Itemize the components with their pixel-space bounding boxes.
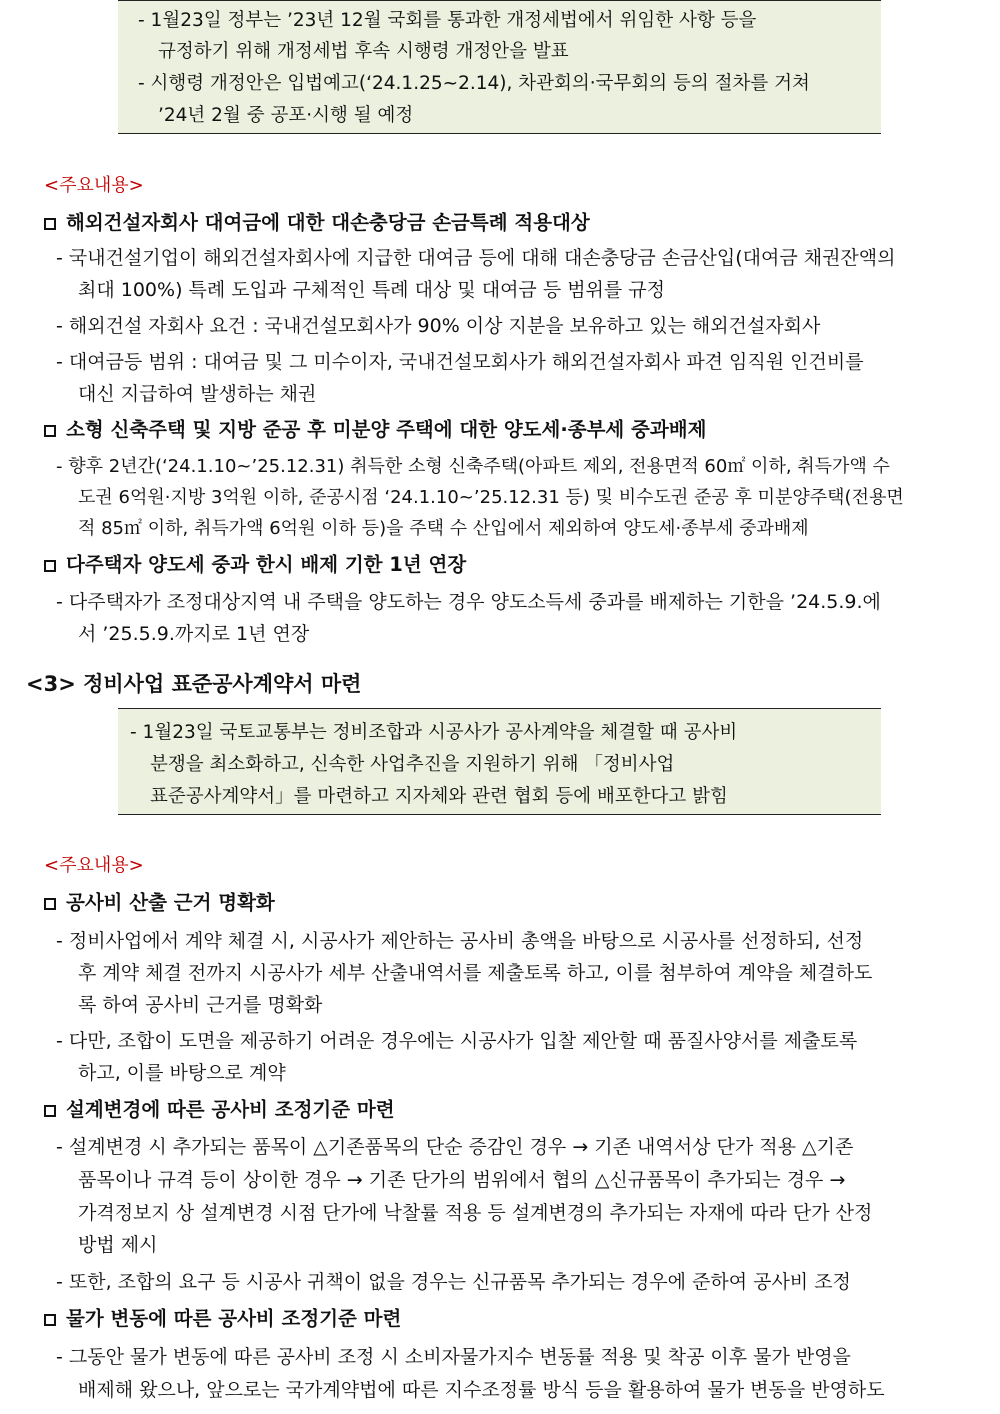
body-line: - 다주택자가 조정대상지역 내 주택을 양도하는 경우 양도소득세 중과를 배제하는 기한을 ’24.5.9.에: [56, 591, 881, 613]
summary-line: 분쟁을 최소화하고, 신속한 사업추진을 지원하기 위해 「정비사업: [150, 754, 675, 775]
item-heading: [44, 1303, 401, 1335]
item-heading-text: 해외건설자회사 대여금에 대한 대손충당금 손금특례 적용대상: [66, 211, 590, 234]
item-heading-text: 물가 변동에 따른 공사비 조정기준 마련: [66, 1307, 402, 1330]
item-heading-text: 공사비 산출 근거 명확화: [66, 891, 275, 914]
body-line: 배제해 왔으나, 앞으로는 국가계약법에 따른 지수조정률 방식 등을 활용하여 물가 변동을 반영하도: [78, 1379, 885, 1401]
checkbox-square-icon: [44, 898, 56, 910]
body-line: - 해외건설 자회사 요건 : 국내건설모회사가 90% 이상 지분을 보유하고 있는 해외건설자회사: [56, 315, 821, 337]
body-line: 대신 지급하여 발생하는 채권: [78, 383, 317, 405]
body-line: 하고, 이를 바탕으로 계약: [78, 1062, 286, 1084]
body-line: 후 계약 체결 전까지 시공사가 세부 산출내역서를 제출토록 하고, 이를 첨부하여 계약을 체결하도: [78, 962, 873, 984]
checkbox-square-icon: [44, 560, 56, 572]
item-heading: [44, 414, 706, 446]
summary-line: - 1월23일 국토교통부는 정비조합과 시공사가 공사계약을 체결할 때 공사비: [130, 722, 738, 743]
body-line: - 설계변경 시 추가되는 품목이 △기존품목의 단순 증감인 경우 → 기존 내역서상 단가 적용 △기존: [56, 1136, 854, 1158]
body-line: 최대 100%) 특례 도입과 구체적인 특례 대상 및 대여금 등 범위를 규정: [78, 279, 666, 301]
body-line: 서 ’25.5.9.까지로 1년 연장: [78, 623, 310, 645]
summary-line: - 시행령 개정안은 입법예고(‘24.1.25~2.14), 차관회의·국무회의 등의 절차를 거쳐: [138, 73, 810, 94]
checkbox-square-icon: [44, 1314, 56, 1326]
body-line: - 국내건설기업이 해외건설자회사에 지급한 대여금 등에 대해 대손충당금 손금산입(대여금 채권잔액의: [56, 247, 896, 269]
body-line: 품목이나 규격 등이 상이한 경우 → 기존 단가의 범위에서 협의 △신규품목이 추가되는 경우 →: [78, 1169, 846, 1191]
item-heading-text: 설계변경에 따른 공사비 조정기준 마련: [66, 1098, 395, 1121]
section-title: <3> 정비사업 표준공사계약서 마련: [26, 672, 362, 696]
body-line: 가격정보지 상 설계변경 시점 단가에 낙찰률 적용 등 설계변경의 추가되는 자재에 따라 단가 산정: [78, 1202, 873, 1224]
body-line: - 대여금등 범위 : 대여금 및 그 미수이자, 국내건설모회사가 해외건설자회사 파견 임직원 인건비를: [56, 351, 864, 373]
body-line: 록 하여 공사비 근거를 명확화: [78, 994, 323, 1016]
summary-box-tax: [118, 0, 881, 134]
summary-line: 규정하기 위해 개정세법 후속 시행령 개정안을 발표: [158, 41, 569, 62]
main-points-label: <주요내용>: [44, 855, 144, 876]
body-line: - 다만, 조합이 도면을 제공하기 어려운 경우에는 시공사가 입찰 제안할 때 품질사양서를 제출토록: [56, 1030, 858, 1052]
body-line: 도권 6억원·지방 3억원 이하, 준공시점 ‘24.1.10~’25.12.31 등) 및 비수도권 준공 후 미분양주택(전용면: [78, 487, 904, 508]
item-heading: [44, 887, 275, 919]
checkbox-square-icon: [44, 425, 56, 437]
checkbox-square-icon: [44, 218, 56, 230]
summary-line: 표준공사계약서」를 마련하고 지자체와 관련 협회 등에 배포한다고 밝힘: [150, 786, 728, 807]
main-points-label: <주요내용>: [44, 175, 144, 196]
summary-line: ’24년 2월 중 공포·시행 될 예정: [158, 105, 414, 126]
item-heading-text: 소형 신축주택 및 지방 준공 후 미분양 주택에 대한 양도세·종부세 중과배제: [66, 418, 707, 441]
summary-box-contract: [118, 708, 881, 815]
body-line: - 또한, 조합의 요구 등 시공사 귀책이 없을 경우는 신규품목 추가되는 경우에 준하여 공사비 조정: [56, 1271, 851, 1293]
item-heading: [44, 549, 466, 581]
body-line: - 향후 2년간(‘24.1.10~’25.12.31) 취득한 소형 신축주택(아파트 제외, 전용면적 60㎡ 이하, 취득가액 수: [56, 456, 890, 477]
body-line: 적 85㎡ 이하, 취득가액 6억원 이하 등)을 주택 수 산입에서 제외하여 양도세·종부세 중과배제: [78, 518, 809, 539]
item-heading-text: 다주택자 양도세 중과 한시 배제 기한 1년 연장: [66, 553, 467, 576]
summary-line: - 1월23일 정부는 ’23년 12월 국회를 통과한 개정세법에서 위임한 사항 등을: [138, 10, 757, 31]
body-line: 방법 제시: [78, 1234, 158, 1256]
body-line: - 정비사업에서 계약 체결 시, 시공사가 제안하는 공사비 총액을 바탕으로 시공사를 선정하되, 선정: [56, 930, 864, 952]
body-line: - 그동안 물가 변동에 따른 공사비 조정 시 소비자물가지수 변동률 적용 및 착공 이후 물가 반영을: [56, 1346, 851, 1368]
checkbox-square-icon: [44, 1105, 56, 1117]
item-heading: [44, 1094, 395, 1126]
item-heading: [44, 207, 590, 239]
